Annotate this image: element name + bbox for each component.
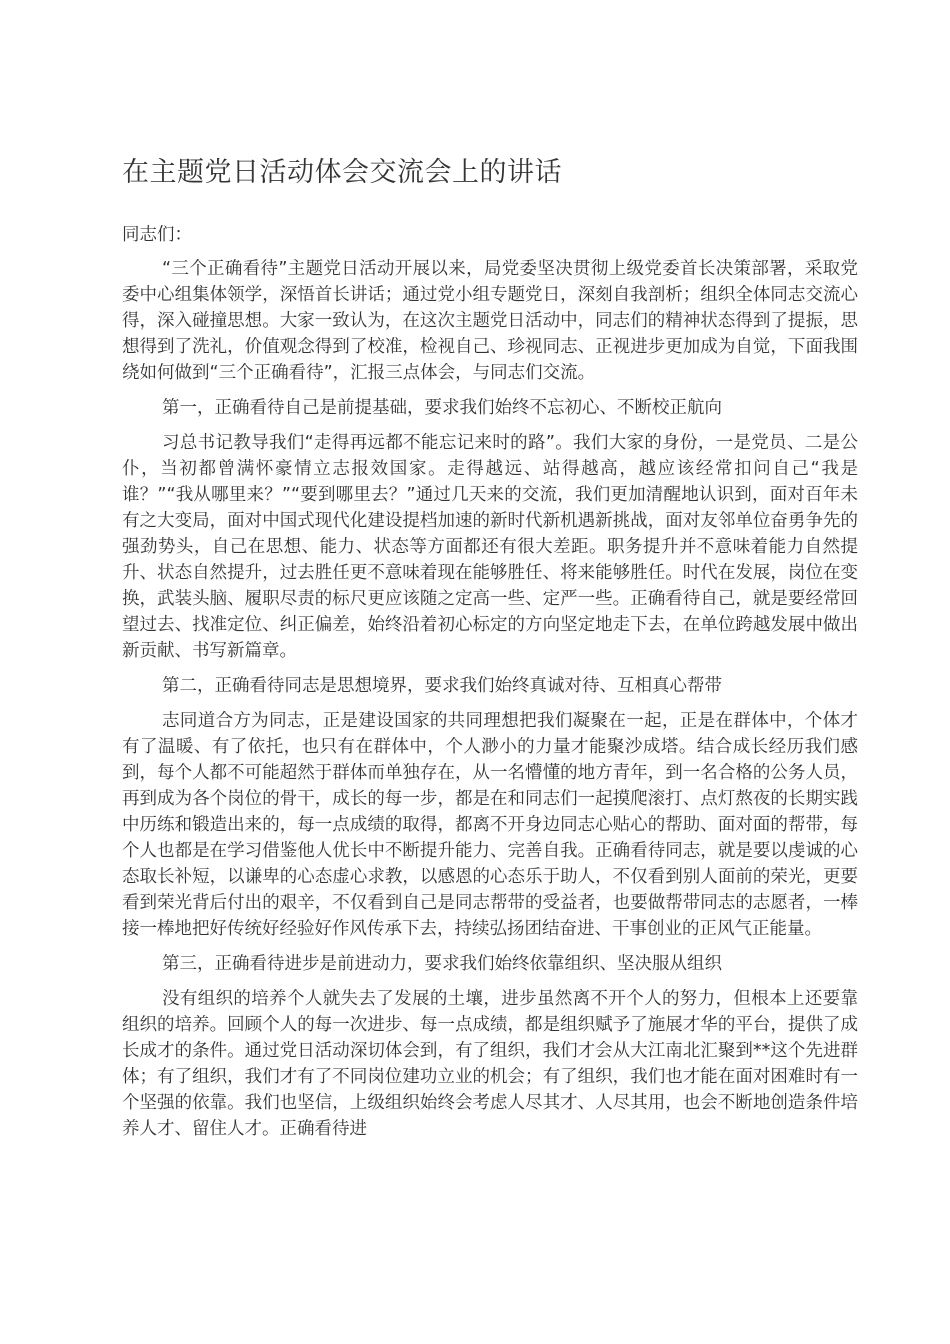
salutation: 同志们： <box>122 225 192 245</box>
section-body-3: 没有组织的培养个人就失去了发展的土壤，进步虽然离不开个人的努力，但根本上还要靠组织的培养。回顾个人的每一次进步、每一点成绩，都是组织赋予了施展才华的平台，提供了成长成才的条件。通过党日活动深切体会到，有了组织，我们才会从大江南北汇聚到**这个先进群体；有了组织，我们才有了不同岗位建功立业的机会；有了组织，我们也才能在面对困难时有一个坚强的依靠。我们也坚信，上级组织始终会考虑人尽其才、人尽其用，也会不断地创造条件培养人才、留住人才。正确看待进 <box>122 989 858 1139</box>
section-body-2: 志同道合方为同志，正是建设国家的共同理想把我们凝聚在一起，正是在群体中，个体才有了温暖、有了依托，也只有在群体中，个人渺小的力量才能聚沙成塔。结合成长经历我们感到，每个人都不可能超然于群体而单独存在，从一名懵懂的地方青年，到一名合格的公务人员，再到成为各个岗位的骨干，成长的每一步，都是在和同志们一起摸爬滚打、点灯熬夜的长期实践中历练和锻造出来的，每一点成绩的取得，都离不开身边同志心贴心的帮助、面对面的帮带，每个人也都是在学习借鉴他人优长中不断提升能力、完善自我。正确看待同志，就是要以虔诚的心态取长补短，以谦卑的心态虚心求教，以感恩的心态乐于助人，不仅看到别人面前的荣光，更要看到荣光背后付出的艰辛，不仅看到自己是同志帮带的受益者，也要做帮带同志的志愿者，一棒接一棒地把好传统好经验好作风传承下去，持续弘扬团结奋进、干事创业的正风气正能量。 <box>122 711 858 939</box>
section-body-1: 习总书记教导我们“走得再远都不能忘记来时的路”。我们大家的身份，一是党员、二是公仆，当初都曾满怀豪情立志报效国家。走得越远、站得越高，越应该经常扣问自己“我是谁？”“我从哪里来？”“要到哪里去？”通过几天来的交流，我们更加清醒地认识到，面对百年未有之大变局，面对中国式现代化建设提档加速的新时代新机遇新挑战，面对友邻单位奋勇争先的强劲势头，自己在思想、能力、状态等方面都还有很大差距。职务提升并不意味着能力自然提升、状态自然提升，过去胜任更不意味着现在能够胜任、将来能够胜任。时代在发展，岗位在变换，武装头脑、履职尽责的标尺更应该随之定高一些、定严一些。正确看待自己，就是要经常回望过去、找准定位、纠正偏差，始终沿着初心标定的方向坚定地走下去，在单位跨越发展中做出新贡献、书写新篇章。 <box>122 433 858 661</box>
intro-paragraph: “三个正确看待”主题党日活动开展以来，局党委坚决贯彻上级党委首长决策部署，采取党委中心组集体领学，深悟首长讲话；通过党小组专题党日，深刻自我剖析；组织全体同志交流心得，深入碰撞思想。大家一致认为，在这次主题党日活动中，同志们的精神状态得到了提振，思想得到了洗礼，价值观念得到了校准，检视自己、珍视同志、正视进步更加成为自觉，下面我围绕如何做到“三个正确看待”，汇报三点体会，与同志们交流。 <box>122 259 858 383</box>
section-heading-3: 第三，正确看待进步是前进动力，要求我们始终依靠组织、坚决服从组织 <box>162 954 722 974</box>
document-title: 在主题党日活动体会交流会上的讲话 <box>122 157 562 188</box>
section-heading-2: 第二，正确看待同志是思想境界，要求我们始终真诚对待、互相真心帮带 <box>162 676 722 696</box>
section-heading-1: 第一，正确看待自己是前提基础，要求我们始终不忘初心、不断校正航向 <box>162 398 722 418</box>
document-body <box>122 150 858 1151</box>
